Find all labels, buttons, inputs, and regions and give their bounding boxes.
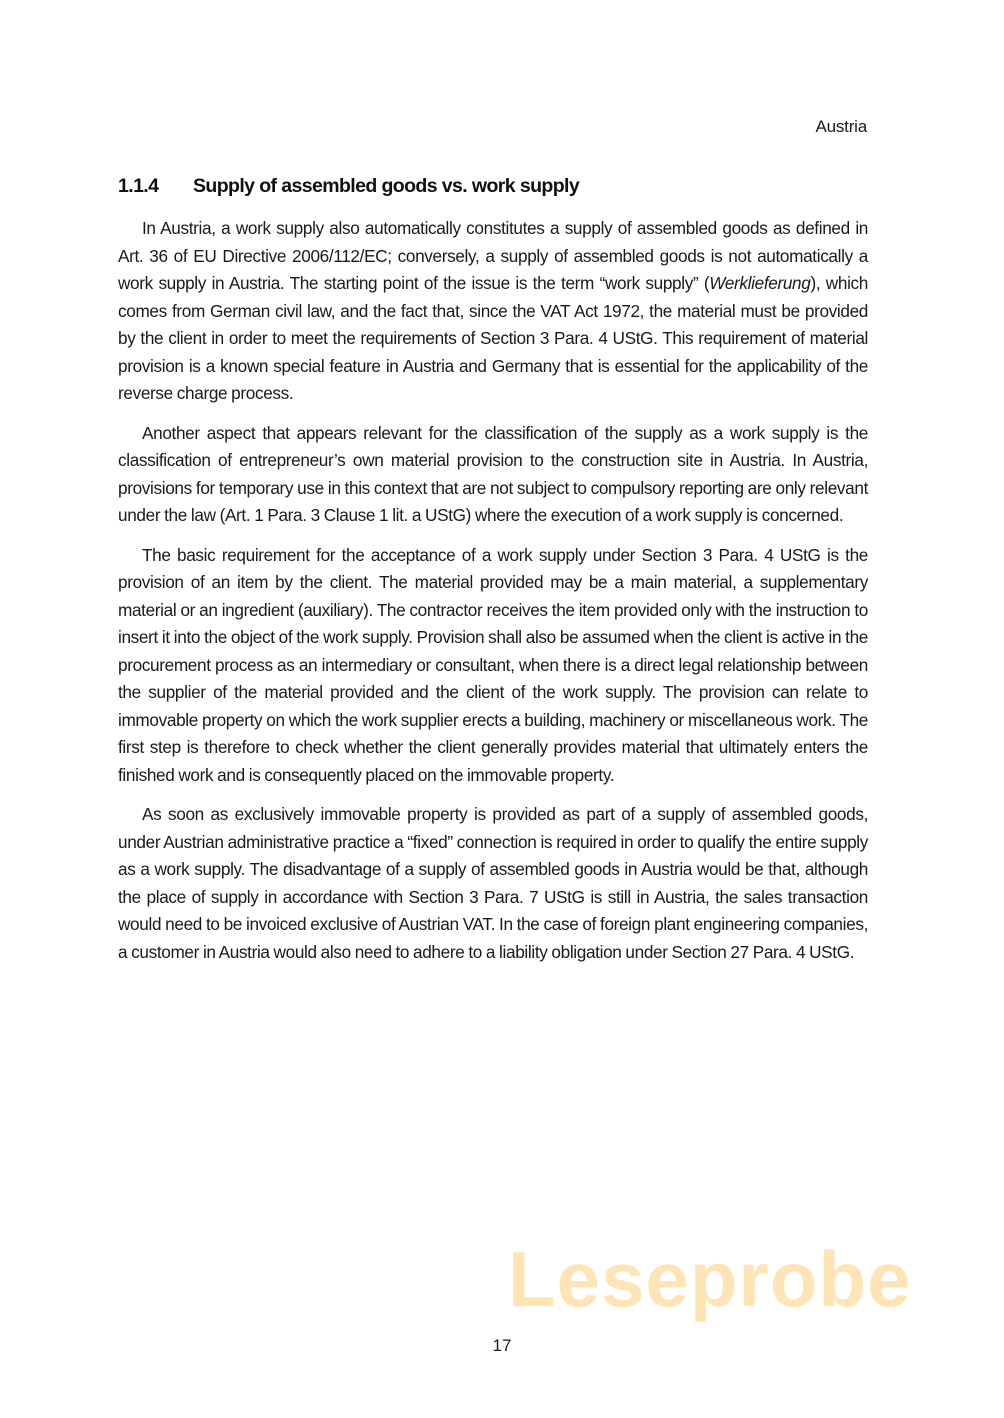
section-number: 1.1.4 bbox=[118, 175, 159, 197]
running-header: Austria bbox=[815, 117, 867, 136]
paragraph-2: Another aspect that appears relevant for the classification of the supply as a work supply is the classification of entrepreneur’s own material provision to the construction site in Austria. In Austria, provisions for temporary use in this context that are not subject to compulsory reporting are only relevant under the law (Art. 1 Para. 3 Clause 1 lit. a UStG) where the execution of a work supply is concerned. bbox=[118, 422, 868, 525]
paragraph-4: As soon as exclusively immovable property is provided as part of a supply of assembled goods, under Austrian administrative practice a “fixed” connection is required in order to qualify the entire supply as a work supply. The disadvantage of a supply of assembled goods in Austria would be that, although the place of supply in accordance with Section 3 Para. 7 UStG is still in Austria, the sales transaction would need to be invoiced exclusive of Austrian VAT. In the case of foreign plant engineering companies, a customer in Austria would also need to adhere to a liability obligation under Section 27 Para. 4 UStG. bbox=[118, 804, 868, 962]
section-heading bbox=[118, 175, 579, 198]
body-text bbox=[118, 215, 868, 978]
paragraph-1-text-a: In Austria, a work supply also automatically constitutes a supply of assembled goods as defined in Art. 36 of EU Directive 2006/112/EC; conversely, a supply of assembled goods is not automatically a work supply in Austria. The starting point of the issue is the term “work supply” ( bbox=[118, 218, 868, 293]
paragraph-3: The basic requirement for the acceptance of a work supply under Section 3 Para. 4 UStG is the provision of an item by the client. The material provided may be a main material, a supplementary material or an ingredient (auxiliary). The contractor receives the item provided only with the instruction to insert it into the object of the work supply. Provision shall also be assumed when the client is active in the procurement process as an intermediary or consultant, when there is a direct legal relationship between the supplier of the material provided and the client of the work supply. The provision can relate to immovable property on which the work supplier erects a building, machinery or miscellaneous work. The first step is therefore to check whether the client generally provides material that ultimately enters the finished work and is consequently placed on the immovable property. bbox=[118, 544, 868, 785]
paragraph-1-text-b: ), which comes from German civil law, and the fact that, since the VAT Act 1972, the material must be provided by the client in order to meet the requirements of Section 3 Para. 4 UStG. This requirement of material provision is a known special feature in Austria and Germany that is essential for the applicability of the reverse charge process. bbox=[118, 273, 868, 403]
watermark: Leseprobe bbox=[508, 1235, 912, 1323]
paragraph-1 bbox=[118, 215, 868, 408]
page-number: 17 bbox=[492, 1336, 512, 1355]
section-title: Supply of assembled goods vs. work supply bbox=[193, 175, 580, 197]
paragraph-1-italic-term: Werklieferung bbox=[709, 273, 811, 293]
